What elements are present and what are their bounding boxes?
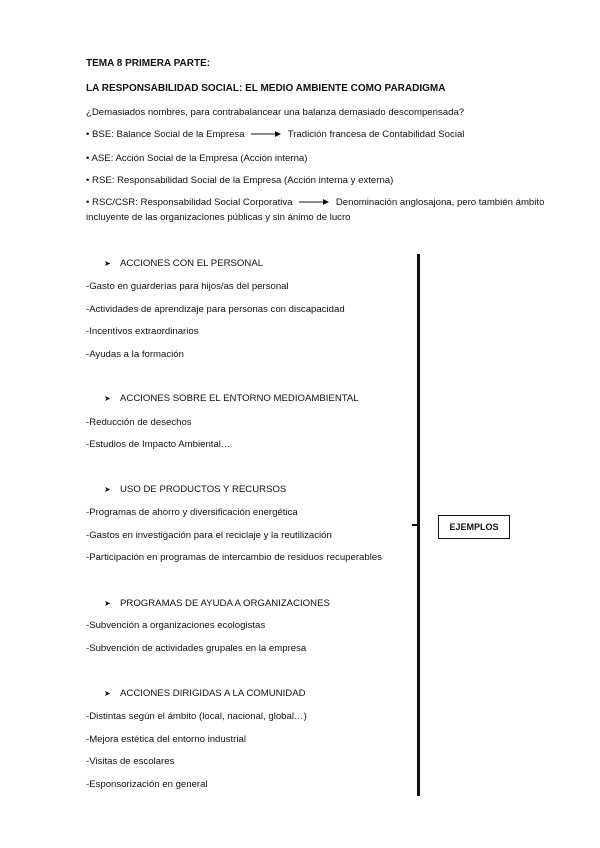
list-item: -Subvención a organizaciones ecologistas <box>86 620 266 631</box>
arrowhead-bullet-icon: ➤ <box>104 599 111 608</box>
bracket-tick <box>412 524 418 526</box>
document-subtitle: LA RESPONSABILIDAD SOCIAL: EL MEDIO AMBIENTE COMO PARADIGMA <box>86 83 446 94</box>
section-heading: ➤ ACCIONES DIRIGIDAS A LA COMUNIDAD <box>104 688 306 699</box>
section-heading: ➤ ACCIONES CON EL PERSONAL <box>104 258 264 269</box>
definition-note: Tradición francesa de Contabilidad Social <box>287 129 465 140</box>
section-heading: ➤ USO DE PRODUCTOS Y RECURSOS <box>104 484 287 495</box>
definition-ase: • ASE: Acción Social de la Empresa (Acción interna) <box>86 153 308 164</box>
list-item: -Actividades de aprendizaje para personas con discapacidad <box>86 304 345 315</box>
section-heading: ➤ PROGRAMAS DE AYUDA A ORGANIZACIONES <box>104 598 330 609</box>
list-item: -Incentivos extraordinarios <box>86 326 199 337</box>
list-item: -Mejora estética del entorno industrial <box>86 734 246 745</box>
arrowhead-bullet-icon: ➤ <box>104 689 111 698</box>
examples-box: EJEMPLOS <box>438 515 510 539</box>
definition-text: • BSE: Balance Social de la Empresa <box>86 129 245 140</box>
list-item: -Ayudas a la formación <box>86 349 184 360</box>
document-title: TEMA 8 PRIMERA PARTE: <box>86 58 211 69</box>
list-item: -Esponsorización en general <box>86 779 208 790</box>
definition-bse <box>86 129 464 140</box>
definition-note: Denominación anglosajona, pero también ámbito <box>335 197 545 208</box>
list-item: -Distintas según el ámbito (local, nacional, global…) <box>86 711 307 722</box>
list-item: -Gasto en guarderías para hijos/as del personal <box>86 281 289 292</box>
arrow-right-icon <box>251 130 281 138</box>
arrowhead-bullet-icon: ➤ <box>104 259 111 268</box>
definition-rsc <box>86 197 544 208</box>
definition-text: • RSC/CSR: Responsabilidad Social Corporativa <box>86 197 293 208</box>
list-item: -Gastos en investigación para el reciclaje y la reutilización <box>86 530 332 541</box>
definition-rse: • RSE: Responsabilidad Social de la Empresa (Acción interna y externa) <box>86 175 394 186</box>
intro-question: ¿Demasiados nombres, para contrabalancear una balanza demasiado descompensada? <box>86 107 465 118</box>
list-item: -Estudios de Impacto Ambiental… <box>86 439 231 450</box>
arrow-right-icon <box>299 198 329 206</box>
section-heading: ➤ ACCIONES SOBRE EL ENTORNO MEDIOAMBIENTAL <box>104 393 359 404</box>
list-item: -Reducción de desechos <box>86 417 192 428</box>
definition-rsc-continuation: incluyente de las organizaciones públicas y sin ánimo de lucro <box>86 212 351 223</box>
list-item: -Participación en programas de intercambio de residuos recuperables <box>86 552 382 563</box>
arrowhead-bullet-icon: ➤ <box>104 394 111 403</box>
arrowhead-bullet-icon: ➤ <box>104 485 111 494</box>
list-item: -Subvención de actividades grupales en la empresa <box>86 643 307 654</box>
list-item: -Visitas de escolares <box>86 756 175 767</box>
list-item: -Programas de ahorro y diversificación energética <box>86 507 298 518</box>
